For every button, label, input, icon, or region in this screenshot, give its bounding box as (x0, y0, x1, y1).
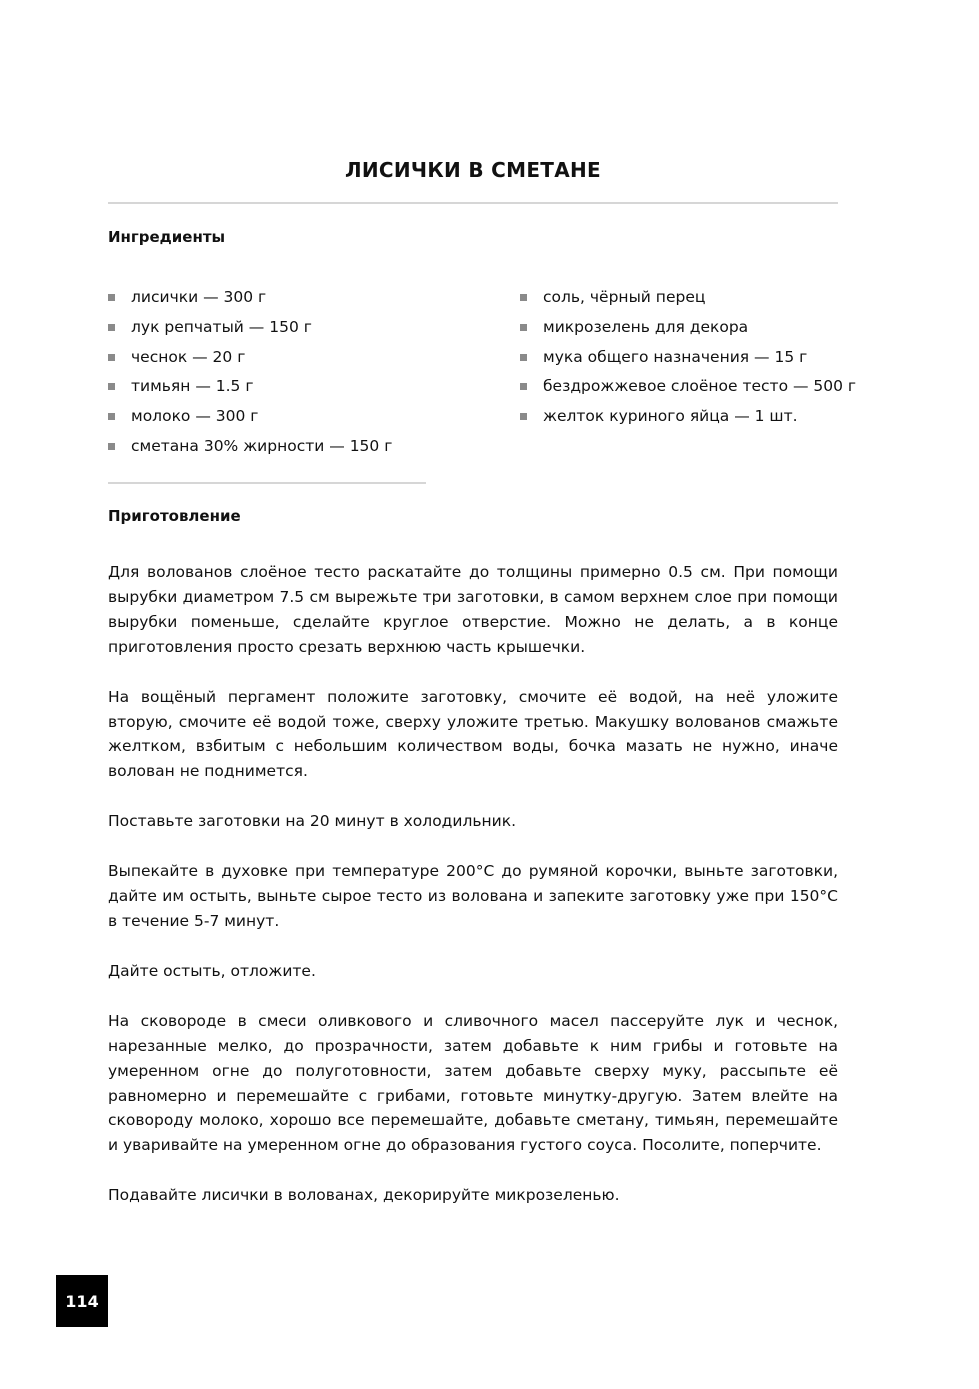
ingredient-item (108, 346, 392, 376)
ingredient-text: микрозелень для декора (543, 317, 749, 336)
ingredient-text: желток куриного яйца — 1 шт. (543, 407, 798, 426)
ingredients-list-right (520, 286, 856, 435)
ingredient-item (520, 316, 856, 346)
step-paragraph: Поставьте заготовки на 20 минут в холодильник. (108, 812, 517, 831)
ingredient-item (520, 346, 856, 376)
ingredient-text: лисички — 300 г (131, 288, 267, 306)
preparation-heading: Приготовление (108, 507, 241, 525)
square-bullet-icon (520, 383, 527, 390)
title-divider (108, 202, 838, 204)
preparation-steps (108, 560, 838, 1233)
ingredient-item (108, 286, 392, 316)
step-paragraph: Подавайте лисички в волованах, декорируйте микрозеленью. (108, 1186, 620, 1205)
ingredient-text: молоко — 300 г (131, 407, 259, 426)
ingredient-text: бездрожжевое слоёное тесто — 500 г (543, 377, 857, 396)
ingredients-divider (108, 482, 426, 484)
square-bullet-icon (108, 443, 115, 450)
square-bullet-icon (520, 294, 527, 301)
ingredient-item (108, 435, 392, 465)
square-bullet-icon (108, 354, 115, 361)
ingredients-heading: Ингредиенты (108, 228, 226, 246)
step-paragraph: Для волованов слоёное тесто раскатайте до толщины примерно 0.5 см. При помощи вырубки диаметром 7.5 см вырежьте три заготовки, в самом верхнем слое при помощи вырубки поменьше, сделайте круглое отверстие. Можно не делать, а в конце приготовления просто срезать верхнюю часть крышечки. (108, 563, 838, 656)
ingredients-list-left (108, 286, 392, 465)
ingredient-text: лук репчатый — 150 г (131, 317, 312, 336)
square-bullet-icon (520, 413, 527, 420)
ingredient-item (520, 405, 856, 435)
step-paragraph: Выпекайте в духовке при температуре 200°С до румяной корочки, выньте заготовки, дайте им остыть, выньте сырое тесто из волована и запеките заготовку уже при 150°С в течение 5-7 минут. (108, 862, 838, 930)
recipe-title: ЛИСИЧКИ В СМЕТАНЕ (344, 158, 602, 182)
ingredient-text: соль, чёрный перец (543, 288, 706, 306)
square-bullet-icon (520, 324, 527, 331)
ingredient-item (520, 286, 856, 316)
ingredient-text: мука общего назначения — 15 г (543, 347, 808, 366)
ingredient-text: тимьян — 1.5 г (131, 377, 254, 396)
ingredient-item (108, 375, 392, 405)
ingredient-item (108, 316, 392, 346)
square-bullet-icon (108, 413, 115, 420)
square-bullet-icon (520, 354, 527, 361)
ingredient-item (520, 375, 856, 405)
ingredient-text: чеснок — 20 г (131, 347, 246, 366)
page-number: 114 (56, 1275, 108, 1327)
square-bullet-icon (108, 294, 115, 301)
square-bullet-icon (108, 324, 115, 331)
step-paragraph: На вощёный пергамент положите заготовку, смочите её водой, на неё уложите вторую, смочите её водой тоже, сверху уложите третью. Макушку волованов смажьте желтком, взбитым с небольшим количеством воды, бочка мазать не нужно, иначе волован не поднимется. (108, 687, 838, 781)
step-paragraph: На сковороде в смеси оливкового и сливочного масел пассеруйте лук и чеснок, нарезанные мелко, до прозрачности, затем добавьте к ним грибы и готовьте на умеренном огне до полуготовности, затем добавьте сверху муку, рассыпьте её равномерно и перемешайте с грибами, готовьте минутку-другую. Затем влейте на сковороду молоко, хорошо все перемешайте, добавьте сметану, тимьян, перемешайте и уваривайте на умеренном огне до образования густого соуса. Посолите, поперчите. (108, 1011, 838, 1155)
ingredient-item (108, 405, 392, 435)
step-paragraph: Дайте остыть, отложите. (108, 961, 316, 980)
square-bullet-icon (108, 383, 115, 390)
ingredient-text: сметана 30% жирности — 150 г (131, 436, 393, 455)
